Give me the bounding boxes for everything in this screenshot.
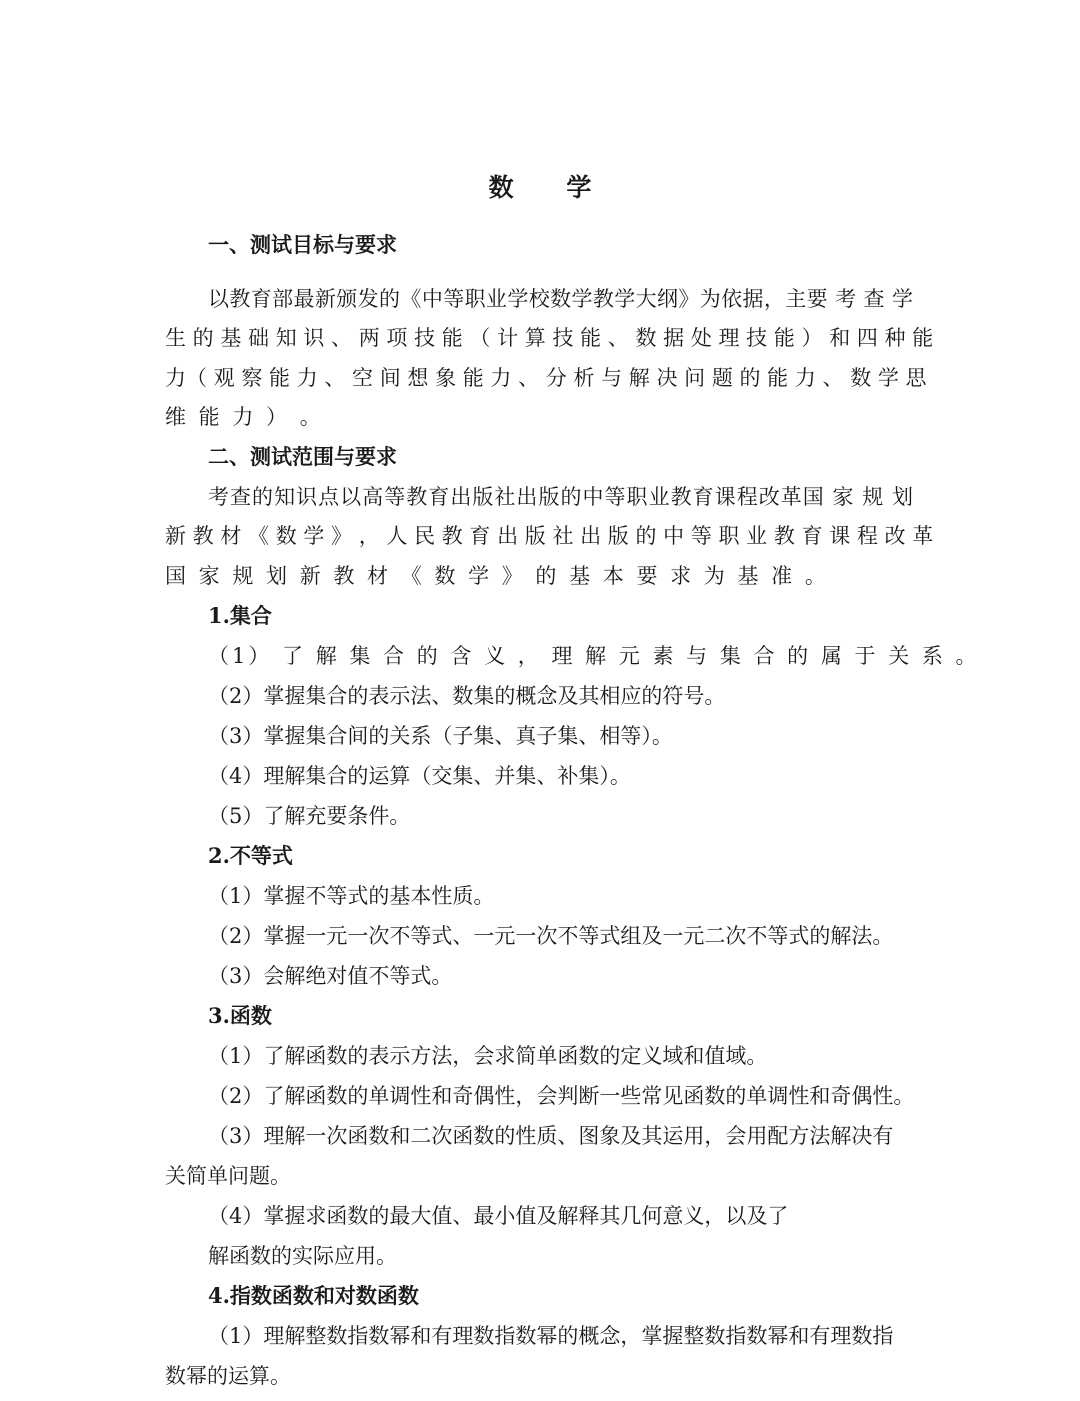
list-item: （2）掌握集合的表示法、数集的概念及其相应的符号。 [208, 684, 726, 708]
list-item: （4）掌握求函数的最大值、最小值及解释其几何意义，以及了 [208, 1204, 789, 1228]
topic-heading-functions: 3.函数 [208, 1003, 272, 1028]
topic-heading-sets: 1.集合 [208, 603, 272, 628]
paragraph-line: 维 能 力 ） 。 [165, 405, 324, 429]
list-item: （3）理解一次函数和二次函数的性质、图象及其运用，会用配方法解决有 [208, 1124, 894, 1148]
paragraph-line: 力（ 观 察 能 力 、 空 间 想 象 能 力 、 分 析 与 解 决 问 题 的 能 力 、 数 学 思 [165, 366, 927, 390]
section-heading-scope: 二、测试范围与要求 [208, 444, 397, 469]
paragraph-line: 生 的 基 础 知 识 、 两 项 技 能 （ 计 算 技 能 、 数 据 处 理 技 能 ） 和 四 种 能 [165, 326, 934, 350]
paragraph-line: 新 教 材 《 数 学 》 ， 人 民 教 育 出 版 社 出 版 的 中 等 职 业 教 育 课 程 改 革 [165, 524, 934, 548]
list-item: （3）会解绝对值不等式。 [208, 964, 453, 988]
topic-heading-inequalities: 2.不等式 [208, 843, 293, 868]
list-item: （4）理解集合的运算（交集、并集、补集）。 [208, 764, 631, 788]
list-item: （2）了解函数的单调性和奇偶性，会判断一些常见函数的单调性和奇偶性。 [208, 1084, 915, 1108]
list-item-continued: 数幂的运算。 [165, 1364, 291, 1388]
list-item: （5）了解充要条件。 [208, 804, 411, 828]
list-item-continued: 解函数的实际应用。 [208, 1244, 397, 1268]
list-item: （1）掌握不等式的基本性质。 [208, 884, 495, 908]
list-item: （3）掌握集合间的关系（子集、真子集、相等）。 [208, 724, 673, 748]
list-item: （1）理解整数指数幂和有理数指数幂的概念，掌握整数指数幂和有理数指 [208, 1324, 894, 1348]
list-item: （1）了解函数的表示方法，会求简单函数的定义域和值域。 [208, 1044, 768, 1068]
paragraph-line: 考查的知识点以高等教育出版社出版的中等职业教育课程改革国 家 规 划 [208, 485, 913, 509]
section-heading-goals: 一、测试目标与要求 [208, 232, 397, 257]
page-title: 数 学 [488, 173, 614, 202]
list-item: （1） 了 解 集 合 的 含 义 ， 理 解 元 素 与 集 合 的 属 于 关 系 。 [208, 644, 980, 668]
list-item-continued: 关简单问题。 [165, 1164, 291, 1188]
topic-heading-exp-log: 4.指数函数和对数函数 [208, 1283, 419, 1308]
paragraph-line: 以教育部最新颁发的《中等职业学校数学教学大纲》为依据，主要 考 查 学 [208, 287, 913, 311]
list-item: （2）掌握一元一次不等式、一元一次不等式组及一元二次不等式的解法。 [208, 924, 894, 948]
paragraph-line: 国 家 规 划 新 教 材 《 数 学 》 的 基 本 要 求 为 基 准 。 [165, 564, 829, 588]
